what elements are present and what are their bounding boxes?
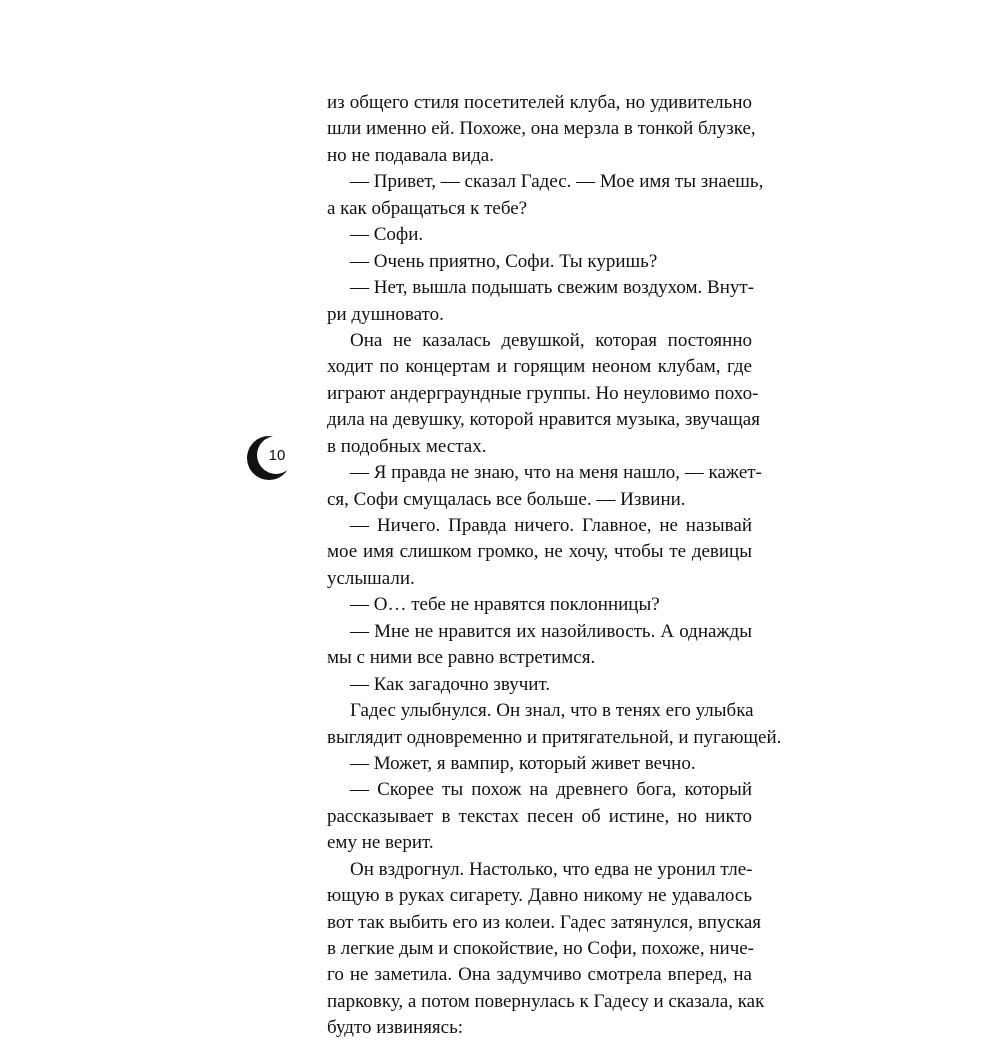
body-text — [327, 90, 782, 1042]
text-line: ему не верит. — [327, 832, 434, 854]
text-line: будто извиняясь: — [327, 1017, 464, 1039]
text-line: парковку, а потом повернулась к Гадесу и сказала, как — [327, 990, 765, 1012]
text-line: — О… тебе не нравятся поклонницы? — [350, 594, 660, 616]
text-line: шли именно ей. Похоже, она мерзла в тонкой блузке, — [327, 118, 756, 140]
text-line: ходит по концертам и горящим неоном клубам, где — [327, 356, 752, 378]
text-line: Гадес улыбнулся. Он знал, что в тенях его улыбка — [350, 700, 754, 722]
text-line: — Очень приятно, Софи. Ты куришь? — [350, 250, 658, 272]
text-line: дила на девушку, которой нравится музыка, звучащая — [327, 409, 760, 431]
text-line: — Привет, — сказал Гадес. — Мое имя ты знаешь, — [350, 171, 764, 193]
text-line: Она не казалась девушкой, которая постоянно — [350, 329, 752, 351]
text-line: услышали. — [327, 567, 415, 589]
text-line: рассказывает в текстах песен об истине, но никто — [327, 805, 752, 827]
page-number: 10 — [268, 447, 286, 464]
page-number-marker — [246, 435, 292, 481]
text-line: мое имя слишком громко, не хочу, чтобы те девицы — [327, 541, 752, 563]
text-line: играют андерграундные группы. Но неуловимо похо- — [327, 382, 759, 404]
text-line: — Нет, вышла подышать свежим воздухом. Внут- — [350, 277, 755, 299]
text-line: Он вздрогнул. Настолько, что едва не уронил тле- — [350, 858, 753, 880]
text-line: ри душновато. — [327, 303, 444, 325]
text-line: но не подавала вида. — [327, 144, 494, 166]
text-line: вот так выбить его из колеи. Гадес затянулся, впуская — [327, 911, 762, 933]
text-line: мы с ними все равно встретимся. — [327, 647, 596, 669]
text-line: — Я правда не знаю, что на меня нашло, — кажет- — [350, 462, 762, 484]
text-line: в легкие дым и спокойствие, но Софи, похоже, ниче- — [327, 938, 755, 959]
text-line: а как обращаться к тебе? — [327, 197, 528, 219]
text-line: выглядит одновременно и притягательной, и пугающей. — [327, 726, 782, 748]
text-line: — Софи. — [350, 224, 424, 246]
text-line: — Как загадочно звучит. — [350, 673, 551, 695]
text-line: ющую в руках сигарету. Давно никому не удавалось — [327, 885, 752, 907]
text-line: ся, Софи смущалась все больше. — Извини. — [327, 488, 686, 510]
text-line: — Ничего. Правда ничего. Главное, не называй — [350, 515, 752, 536]
text-line: из общего стиля посетителей клуба, но удивительно — [327, 92, 752, 113]
text-line: — Может, я вампир, который живет вечно. — [350, 752, 696, 774]
text-line: в подобных местах. — [327, 435, 487, 457]
text-line: го не заметила. Она задумчиво смотрела вперед, на — [327, 964, 752, 986]
text-line: — Скорее ты похож на древнего бога, который — [350, 779, 752, 801]
text-line: — Мне не нравится их назойливость. А однажды — [350, 620, 752, 642]
